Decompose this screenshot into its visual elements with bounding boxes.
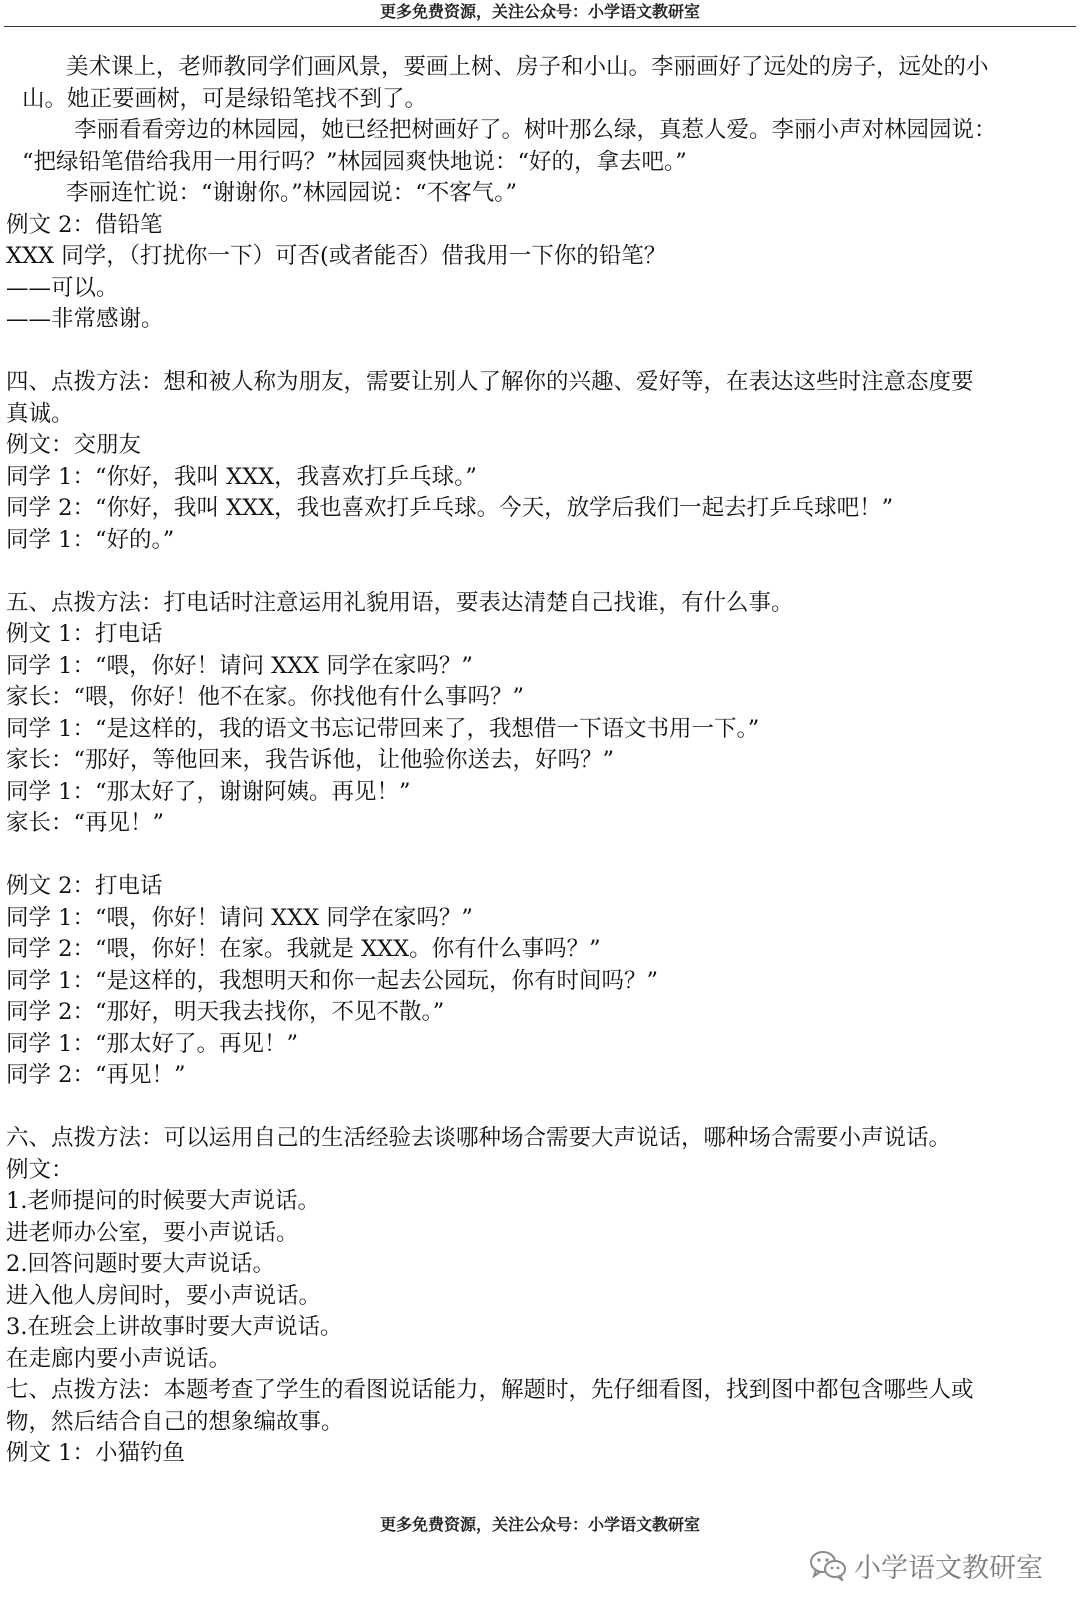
header-divider	[4, 26, 1076, 27]
wechat-icon	[808, 1549, 848, 1581]
text-line: 例文 1：小猫钓鱼	[6, 1440, 185, 1466]
page-header: 更多免费资源，关注公众号：小学语文教研室	[379, 2, 700, 21]
blank-line	[6, 840, 1074, 872]
text-line: 同学 1：“是这样的，我的语文书忘记带回来了，我想借一下语文书用一下。”	[6, 715, 760, 742]
text-line: 四、点拨方法：想和被人称为朋友，需要让别人了解你的兴趣、爱好等，在表达这些时注意态度要	[6, 369, 974, 395]
text-line: ——非常感谢。	[6, 306, 164, 332]
text-line: 1.老师提问的时候要大声说话。	[6, 1188, 320, 1214]
text-line: 六、点拨方法：可以运用自己的生活经验去谈哪种场合需要大声说话，哪种场合需要小声说话。	[6, 1125, 952, 1151]
blank-line	[6, 556, 1074, 588]
watermark-text: 小学语文教研室	[854, 1552, 1043, 1584]
text-line: 五、点拨方法：打电话时注意运用礼貌用语，要表达清楚自己找谁，有什么事。	[6, 589, 794, 616]
text-line: “把绿铅笔借给我用一用行吗？”林园园爽快地说：“好的，拿去吧。”	[22, 148, 687, 175]
text-line: 例文：交朋友	[6, 432, 142, 458]
text-line: 家长：“喂，你好！他不在家。你找他有什么事吗？”	[6, 684, 525, 710]
text-line: 物，然后结合自己的想象编故事。	[6, 1408, 344, 1435]
watermark	[808, 1545, 1043, 1585]
text-line: 同学 1：“是这样的，我想明天和你一起去公园玩，你有时间吗？”	[6, 967, 658, 994]
text-line: 进老师办公室，要小声说话。	[6, 1219, 299, 1246]
text-line: 进入他人房间时，要小声说话。	[6, 1282, 322, 1309]
text-line: 同学 2：“再见！”	[6, 1062, 186, 1088]
text-line: 家长：“那好，等他回来，我告诉他，让他验你送去，好吗？”	[6, 747, 615, 773]
text-line: 例文 2：打电话	[6, 873, 163, 899]
text-line: 同学 1：“喂，你好！请问 XXX 同学在家吗？”	[6, 904, 473, 931]
text-line: 同学 2：“喂，你好！在家。我就是 XXX。你有什么事吗？”	[6, 936, 601, 962]
text-line: 同学 1：“喂，你好！请问 XXX 同学在家吗？”	[6, 652, 473, 679]
text-line: 李丽连忙说：“谢谢你。”林园园说：“不客气。”	[66, 180, 518, 206]
text-line: 李丽看看旁边的林园园，她已经把树画好了。树叶那么绿，真惹人爱。李丽小声对林园园说：	[74, 117, 997, 143]
document-body	[6, 52, 1074, 1470]
text-line: 同学 1：“你好，我叫 XXX，我喜欢打乒乓球。”	[6, 463, 477, 490]
text-line: 例文 2：借铅笔	[6, 211, 163, 238]
text-line: 同学 2：“你好，我叫 XXX，我也喜欢打乒乓球。今天，放学后我们一起去打乒乓球吧！”	[6, 495, 894, 521]
text-line: 家长：“再见！”	[6, 810, 165, 836]
text-line: 2.回答问题时要大声说话。	[6, 1251, 275, 1277]
text-line: 同学 1：“那太好了，谢谢阿姨。再见！”	[6, 778, 411, 805]
blank-line	[6, 1092, 1074, 1124]
blank-line	[6, 336, 1074, 368]
text-line: 同学 1：“好的。”	[6, 526, 175, 553]
text-line: 同学 1：“那太好了。再见！”	[6, 1030, 298, 1057]
text-line: XXX 同学，（打扰你一下）可否(或者能否）借我用一下你的铅笔？	[6, 243, 667, 269]
text-line: 七、点拨方法：本题考查了学生的看图说话能力，解题时，先仔细看图，找到图中都包含哪些人或	[6, 1377, 974, 1403]
text-line: ——可以。	[6, 274, 119, 301]
text-line: 例文 1：打电话	[6, 621, 163, 647]
text-line: 在走廊内要小声说话。	[6, 1345, 232, 1372]
text-line: 山。她正要画树，可是绿铅笔找不到了。	[22, 85, 428, 112]
text-line: 3.在班会上讲故事时要大声说话。	[6, 1314, 343, 1340]
text-line: 例文：	[6, 1156, 74, 1183]
page-footer: 更多免费资源，关注公众号：小学语文教研室	[379, 1515, 700, 1534]
text-line: 真诚。	[6, 400, 74, 427]
text-line: 美术课上，老师教同学们画风景，要画上树、房子和小山。李丽画好了远处的房子，远处的小	[66, 54, 989, 80]
text-line: 同学 2：“那好，明天我去找你，不见不散。”	[6, 999, 445, 1025]
